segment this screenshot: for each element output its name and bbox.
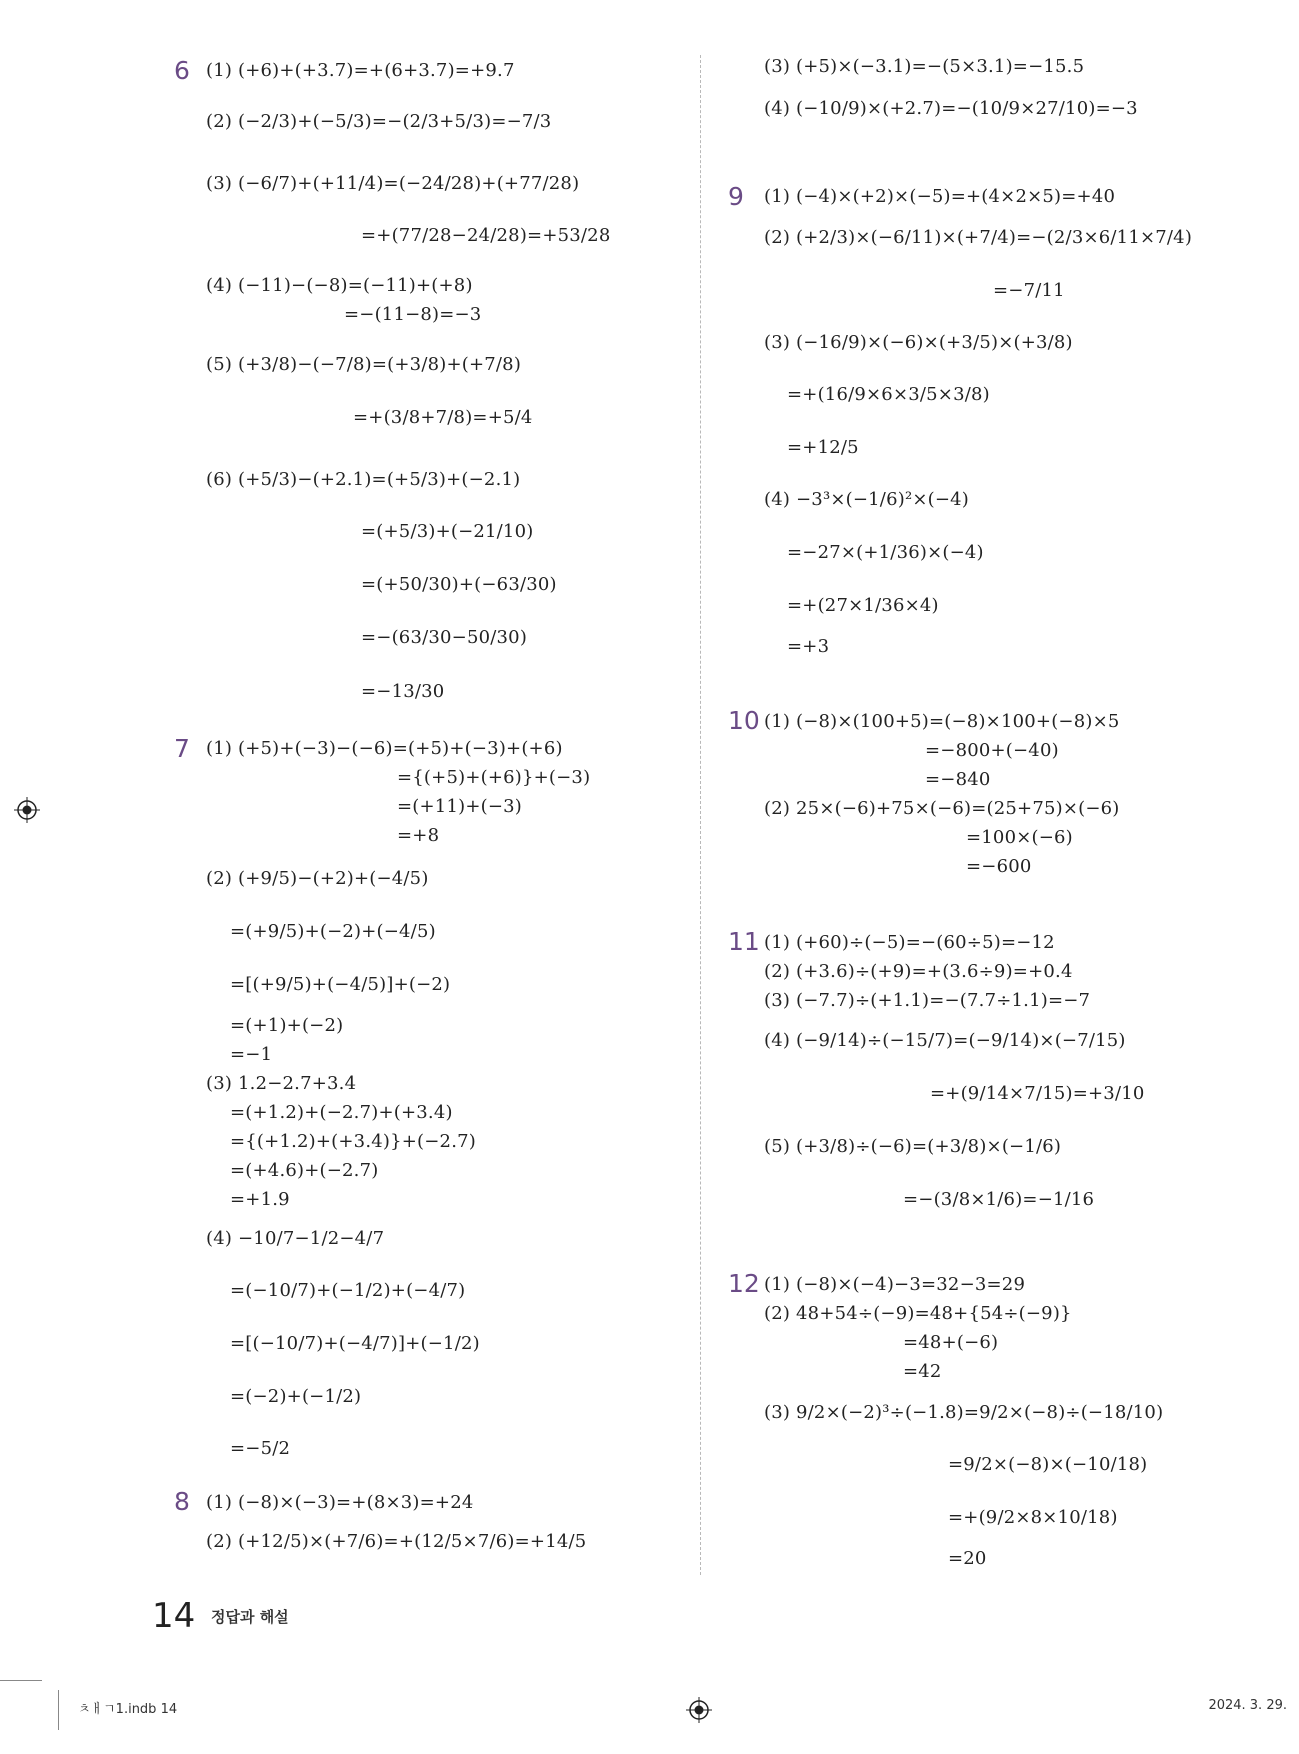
solution-line: =20 bbox=[948, 1548, 987, 1569]
solution-line: (3) 9/2×(−2)³÷(−1.8)=9/2×(−8)÷(−18/10) bbox=[764, 1402, 1164, 1423]
footer-date: 2024. 3. 29. bbox=[1208, 1698, 1287, 1713]
solution-line: (5) (+3/8)−(−7/8)=(+3/8)+(+7/8) bbox=[206, 354, 522, 375]
solution-line: =−7/11 bbox=[993, 280, 1065, 301]
solution-line: (6) (+5/3)−(+2.1)=(+5/3)+(−2.1) bbox=[206, 469, 521, 490]
solution-line: =(+50/30)+(−63/30) bbox=[361, 574, 557, 595]
solution-line: =+8 bbox=[397, 825, 440, 846]
solution-line: =(+4.6)+(−2.7) bbox=[230, 1160, 379, 1181]
solution-line: =+(27×1/36×4) bbox=[787, 595, 939, 616]
solution-line: (3) (−6/7)+(+11/4)=(−24/28)+(+77/28) bbox=[206, 173, 580, 194]
solution-line: (3) 1.2−2.7+3.4 bbox=[206, 1073, 357, 1094]
problem-number: 11 bbox=[728, 927, 760, 956]
solution-line: =+(9/2×8×10/18) bbox=[948, 1507, 1118, 1528]
solution-line: =(+11)+(−3) bbox=[397, 796, 522, 817]
solution-line: =+(16/9×6×3/5×3/8) bbox=[787, 384, 990, 405]
solution-line: =−5/2 bbox=[230, 1438, 291, 1459]
solution-line: =(+9/5)+(−2)+(−4/5) bbox=[230, 921, 436, 942]
footer-vertical-rule bbox=[58, 1690, 59, 1730]
registration-mark-icon bbox=[686, 1697, 712, 1723]
problem-number: 9 bbox=[728, 182, 744, 211]
solution-line: =+(9/14×7/15)=+3/10 bbox=[930, 1083, 1145, 1104]
solution-line: (1) (+5)+(−3)−(−6)=(+5)+(−3)+(+6) bbox=[206, 738, 563, 759]
footer-file-name: ㅊㅐㄱ1.indb 14 bbox=[78, 1702, 178, 1717]
footer-rule bbox=[0, 1680, 42, 1681]
solution-line: =+12/5 bbox=[787, 437, 859, 458]
solution-line: =48+(−6) bbox=[903, 1332, 999, 1353]
solution-line: =(+5/3)+(−21/10) bbox=[361, 521, 534, 542]
solution-line: =−1 bbox=[230, 1044, 273, 1065]
problem-number: 6 bbox=[174, 56, 190, 85]
solution-line: (4) (−9/14)÷(−15/7)=(−9/14)×(−7/15) bbox=[764, 1030, 1126, 1051]
problem-number: 12 bbox=[728, 1269, 760, 1298]
solution-line: (1) (−4)×(+2)×(−5)=+(4×2×5)=+40 bbox=[764, 186, 1116, 207]
solution-line: =−840 bbox=[925, 769, 991, 790]
solution-line: (4) (−10/9)×(+2.7)=−(10/9×27/10)=−3 bbox=[764, 98, 1138, 119]
solution-line: (3) (−16/9)×(−6)×(+3/5)×(+3/8) bbox=[764, 332, 1073, 353]
solution-line: =9/2×(−8)×(−10/18) bbox=[948, 1454, 1148, 1475]
solution-line: (4) −10/7−1/2−4/7 bbox=[206, 1228, 385, 1249]
solution-line: =(−10/7)+(−1/2)+(−4/7) bbox=[230, 1280, 466, 1301]
solution-line: =−800+(−40) bbox=[925, 740, 1059, 761]
solution-line: =(+1)+(−2) bbox=[230, 1015, 344, 1036]
problem-number: 10 bbox=[728, 706, 760, 735]
solution-line: =−(3/8×1/6)=−1/16 bbox=[903, 1189, 1095, 1210]
solution-line: (2) (+2/3)×(−6/11)×(+7/4)=−(2/3×6/11×7/4) bbox=[764, 227, 1193, 248]
solution-line: (2) 48+54÷(−9)=48+{54÷(−9)} bbox=[764, 1303, 1072, 1324]
solution-line: (4) (−11)−(−8)=(−11)+(+8) bbox=[206, 275, 473, 296]
solution-line: =+(3/8+7/8)=+5/4 bbox=[353, 407, 533, 428]
page-label: 정답과 해설 bbox=[211, 1608, 289, 1626]
solution-line: (1) (−8)×(−4)−3=32−3=29 bbox=[764, 1274, 1026, 1295]
solution-line: =100×(−6) bbox=[966, 827, 1073, 848]
solution-line: =[(−10/7)+(−4/7)]+(−1/2) bbox=[230, 1333, 480, 1354]
problem-number: 8 bbox=[174, 1487, 190, 1516]
solution-line: =−(63/30−50/30) bbox=[361, 627, 528, 648]
solution-line: (3) (+5)×(−3.1)=−(5×3.1)=−15.5 bbox=[764, 56, 1085, 77]
solution-line: (2) (+12/5)×(+7/6)=+(12/5×7/6)=+14/5 bbox=[206, 1531, 587, 1552]
solution-line: =−13/30 bbox=[361, 681, 445, 702]
problem-number: 7 bbox=[174, 734, 190, 763]
solution-line: =−27×(+1/36)×(−4) bbox=[787, 542, 984, 563]
column-divider bbox=[700, 55, 701, 1575]
page-number: 14 bbox=[152, 1596, 196, 1636]
solution-line: (2) (−2/3)+(−5/3)=−(2/3+5/3)=−7/3 bbox=[206, 111, 552, 132]
solution-line: =+3 bbox=[787, 636, 830, 657]
solution-line: (5) (+3/8)÷(−6)=(+3/8)×(−1/6) bbox=[764, 1136, 1062, 1157]
solution-line: =42 bbox=[903, 1361, 942, 1382]
solution-line: (4) −3³×(−1/6)²×(−4) bbox=[764, 489, 970, 510]
solution-line: =[(+9/5)+(−4/5)]+(−2) bbox=[230, 974, 451, 995]
solution-line: =(+1.2)+(−2.7)+(+3.4) bbox=[230, 1102, 453, 1123]
solution-line: (2) (+3.6)÷(+9)=+(3.6÷9)=+0.4 bbox=[764, 961, 1073, 982]
solution-line: =−(11−8)=−3 bbox=[344, 304, 482, 325]
solution-line: ={(+1.2)+(+3.4)}+(−2.7) bbox=[230, 1131, 477, 1152]
solution-line: (1) (−8)×(100+5)=(−8)×100+(−8)×5 bbox=[764, 711, 1120, 732]
solution-line: (1) (−8)×(−3)=+(8×3)=+24 bbox=[206, 1492, 474, 1513]
solution-line: =−600 bbox=[966, 856, 1032, 877]
registration-mark-icon bbox=[14, 797, 40, 823]
solution-line: ={(+5)+(+6)}+(−3) bbox=[397, 767, 591, 788]
solution-line: =+(77/28−24/28)=+53/28 bbox=[361, 225, 611, 246]
solution-line: (2) (+9/5)−(+2)+(−4/5) bbox=[206, 868, 429, 889]
solution-line: (2) 25×(−6)+75×(−6)=(25+75)×(−6) bbox=[764, 798, 1120, 819]
solution-line: (3) (−7.7)÷(+1.1)=−(7.7÷1.1)=−7 bbox=[764, 990, 1091, 1011]
solution-line: =(−2)+(−1/2) bbox=[230, 1386, 362, 1407]
solution-line: (1) (+6)+(+3.7)=+(6+3.7)=+9.7 bbox=[206, 60, 515, 81]
solution-line: =+1.9 bbox=[230, 1189, 290, 1210]
solution-line: (1) (+60)÷(−5)=−(60÷5)=−12 bbox=[764, 932, 1055, 953]
